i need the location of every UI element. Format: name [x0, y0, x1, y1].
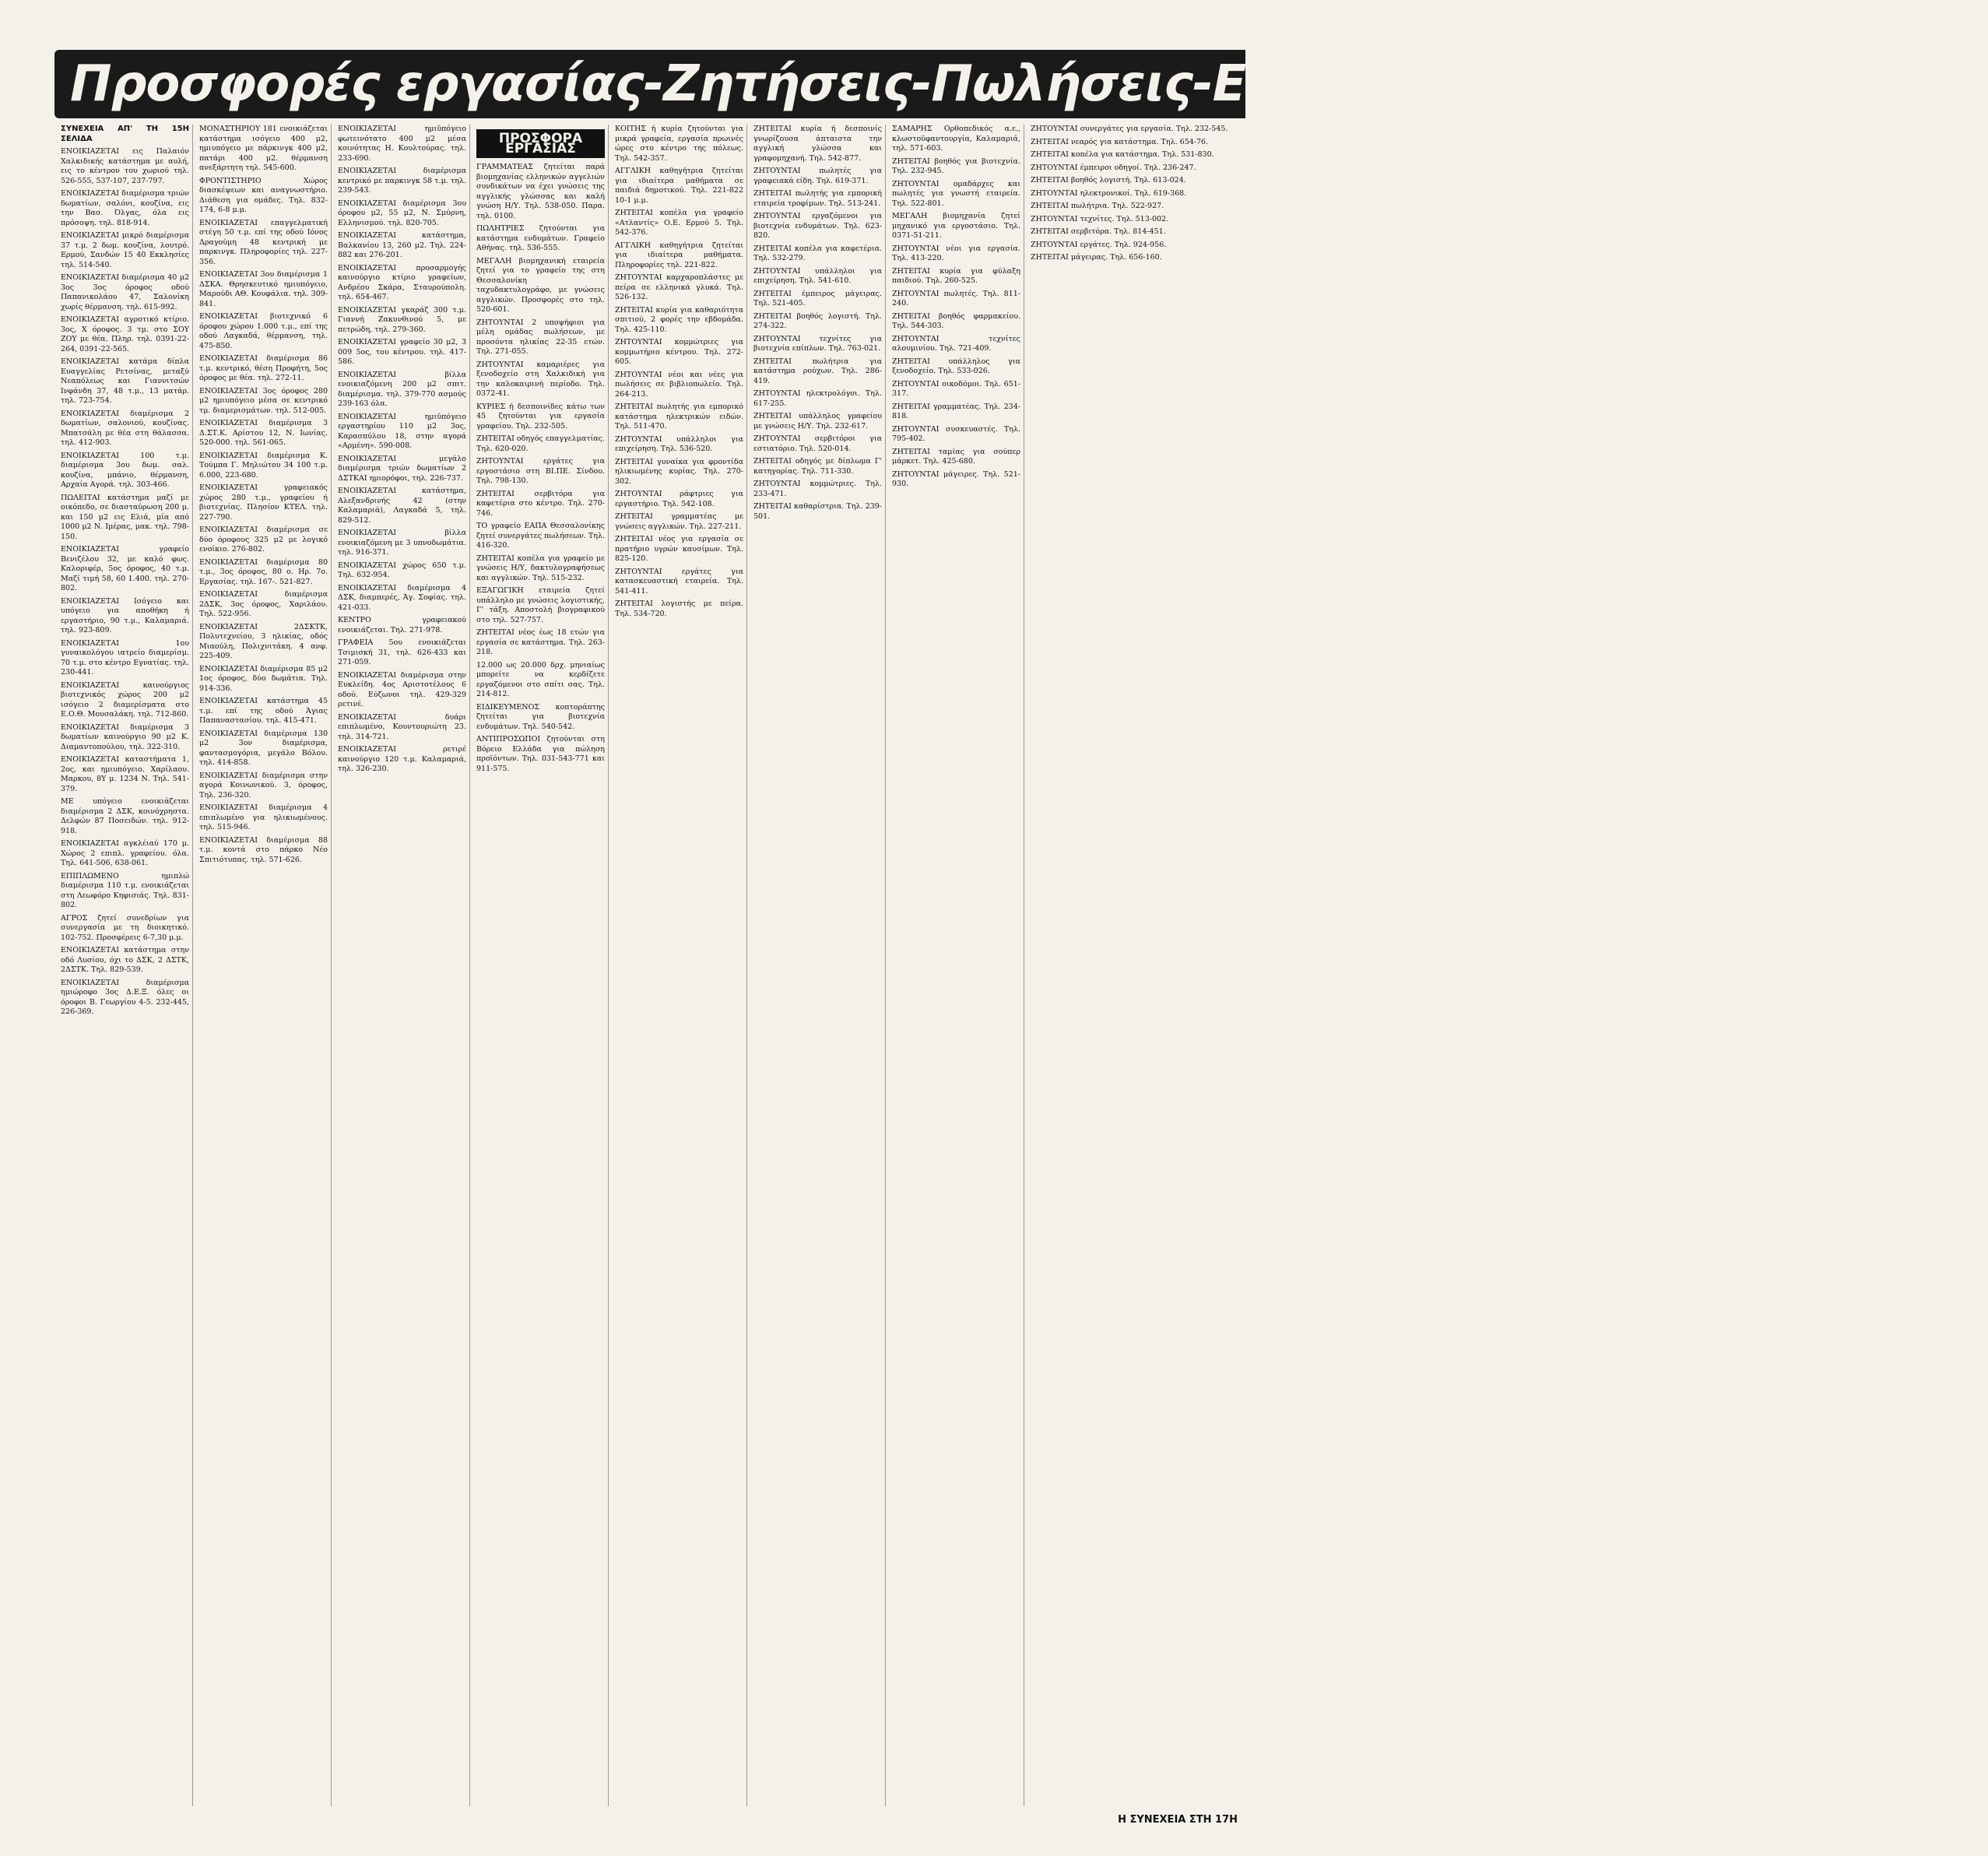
- classified-ad: ΖΗΤΟΥΝΤΑΙ υπάλληλοι για επιχείρηση. Τηλ. 536-520.: [615, 434, 743, 453]
- classified-ad: ΕΝΟΙΚΙΑΖΕΤΑΙ διαμέρισμα σε δύο όροφους 325 μ2 με λογικό ενοίκιο. 276-802.: [199, 526, 328, 554]
- classified-ad: ΖΗΤΕΙΤΑΙ γραμματέας. Τηλ. 234-818.: [892, 402, 1020, 420]
- classified-ad: ΕΝΟΙΚΙΑΖΕΤΑΙ διαμέρισμα στην αγορά Κοινωνικού. 3, όροφος, Τηλ. 236-320.: [199, 771, 328, 800]
- classified-ad: ΤΟ γραφείο ΕΑΠΑ Θεσσαλονίκης ζητεί συνεργάτες πωλήσεων. Τηλ. 416-320.: [476, 522, 605, 550]
- classified-ad: ΖΗΤΟΥΝΤΑΙ τεχνίτες. Τηλ. 513-002.: [1031, 214, 1169, 223]
- classified-ad: ΕΝΟΙΚΙΑΖΕΤΑΙ ημιϋπόγειο φωτεινότατο 400 μ2 μέσα κοινότητας Η. Κουλτούρας. τηλ. 233-690.: [338, 125, 466, 163]
- classified-ad: ΖΗΤΕΙΤΑΙ γυναίκα για φροντίδα ηλικιωμένης κυρίας. Τηλ. 270-302.: [615, 457, 743, 486]
- classified-ad: ΓΡΑΦΕΙΑ 5ου ενοικιάζεται Τσιμισκή 31, τηλ. 626-433 και 271-059.: [338, 638, 466, 666]
- classified-ad: ΖΗΤΕΙΤΑΙ βοηθός λογιστή. Τηλ. 613-024.: [1031, 176, 1186, 185]
- classified-ad: ΕΝΟΙΚΙΑΖΕΤΑΙ κατάστημα, Βαλκανίου 13, 260 μ2. Τηλ. 224-882 και 276-201.: [338, 231, 466, 259]
- classified-ad: ΕΝΟΙΚΙΑΖΕΤΑΙ χώρος 650 τ.μ. Τηλ. 632-954.: [338, 561, 466, 579]
- classified-ad: ΕΝΟΙΚΙΑΖΕΤΑΙ 3ος όροφος 280 μ2 ημιυπόγειο μέσα σε κεντρικό τμ. διαμερισμάτων. τηλ. 512-005.: [199, 386, 328, 415]
- classified-ad: ΕΝΟΙΚΙΑΖΕΤΑΙ διαμέρισμα Κ. Τούμπα Γ. Μηλιώτου 34 100 τ.μ. 6.000, 223-680.: [199, 451, 328, 480]
- classified-ad: ΕΞΑΓΩΓΙΚΗ εταιρεία ζητεί υπάλληλο με γνώσεις λογιστικής, Γ' τάξη. Αποστολή βιογραφικού στο τηλ. 527-757.: [476, 586, 605, 624]
- classified-ad: ΜΕΓΑΛΗ βιομηχανική εταιρεία ζητεί για το γραφείο της στη Θεσσαλονίκη ταχυδακτυλογράφο, με γνώσεις αγγλικών. Προσφορές στο τηλ. 520-601.: [476, 256, 605, 314]
- classified-ad: ΕΝΟΙΚΙΑΖΕΤΑΙ 1ου γυναικολόγου ιατρείο διαμερίσμ. 70 τ.μ. στο κέντρο Εγνατίας. τηλ. 230-441.: [61, 638, 189, 677]
- classified-ad: ΕΝΟΙΚΙΑΖΕΤΑΙ διαμέρισμα κεντρικό με παρκινγκ 58 τ.μ. τηλ. 239-543.: [338, 167, 466, 195]
- classified-ad: ΚΕΝΤΡΟ γραφειακού ενοικιάζεται. Τηλ. 271-978.: [338, 616, 466, 634]
- classified-ad: ΕΝΟΙΚΙΑΖΕΤΑΙ διαμέρισμα 3 δωματίων καινούργιο 90 μ2 Κ. Διαμαντοπούλου, τηλ. 322-310.: [61, 722, 189, 751]
- classified-ad: ΚΟΙΤΗΣ ή κυρία ζητούνται για μικρά γραφεία, εργασία πρωινές ώρες στο κέντρο της πόλεως. Τηλ. 542-357.: [615, 125, 743, 163]
- classified-ad: ΖΗΤΕΙΤΑΙ πωλητής για εμπορική εταιρεία τροφίμων. Τηλ. 513-241.: [753, 189, 882, 208]
- classified-ad: ΕΝΟΙΚΙΑΖΕΤΑΙ διαμέρισμα 86 τ.μ. κεντρικό, θέση Προφήτη, 5ος όροφος με θέα. τηλ. 272-11.: [199, 354, 328, 382]
- classified-ad: ΕΝΟΙΚΙΑΖΕΤΑΙ διαμέρισμα 4 ΔΣΚ, διαμπερές, Άγ. Σοφίας. τηλ. 421-033.: [338, 583, 466, 612]
- classified-ad: ΕΝΟΙΚΙΑΖΕΤΑΙ διαμέρισμα 3ου όροφου μ2, 55 μ2, Ν. Σμύρνη, Ελληνισμού. τηλ. 820-705.: [338, 199, 466, 227]
- column-3: [338, 125, 470, 1806]
- classified-ad: ΜΕΓΑΛΗ βιομηχανία ζητεί μηχανικό για εργοστάσιο. Τηλ. 0371-51-211.: [892, 212, 1020, 240]
- classified-ad: ΠΩΛΕΙΤΑΙ κατάστημα μαζί με οικόπεδο, σε διασταύρωση 200 μ. και 150 μ2 εις Ελιά, μία από 1000 μ2 Ν. Ιμέρας, μακ. τηλ. 798-150.: [61, 493, 189, 541]
- classified-ad: ΖΗΤΕΙΤΑΙ σερβιτόρα για καφετέρια στο κέντρο. Τηλ. 270-746.: [476, 489, 605, 518]
- classified-ad: ΖΗΤΕΙΤΑΙ κοπέλα για γραφείο με γνώσεις Η/Υ, δακτυλογραφήσεως και αγγλικών. Τηλ. 515-232.: [476, 554, 605, 582]
- classified-ad: ΖΗΤΟΥΝΤΑΙ εργάτες. Τηλ. 924-956.: [1031, 240, 1167, 249]
- section-heading: ΠΡΟΣΦΟΡΑ ΕΡΓΑΣΙΑΣ: [476, 129, 605, 158]
- classified-ad: ΖΗΤΟΥΝΤΑΙ νέοι και νέες για πωλήσεις σε βιβλιοπωλείο. Τηλ. 264-213.: [615, 370, 743, 399]
- classified-ad: ΖΗΤΕΙΤΑΙ βοηθός για βιοτεχνία. Τηλ. 232-945.: [892, 156, 1020, 175]
- classified-ad: ΕΝΟΙΚΙΑΖΕΤΑΙ γραφείο Βενιζέλου 32, με καλό φως. Καλοριφέρ, 5ος όροφος, 40 τ.μ. Μαζί τιμή 58, 60 1.400. τηλ. 270-802.: [61, 545, 189, 592]
- classified-ad: ΖΗΤΕΙΤΑΙ κυρία ή δεσποινίς γνωρίζουσα άπταιστα την αγγλική γλώσσα και γραφομηχανή. Τηλ. 542-877.: [753, 125, 882, 163]
- classified-ad: ΕΝΟΙΚΙΑΖΕΤΑΙ γραφείο 30 μ2, 3 009 5ος, του κέντρου. τηλ. 417-586.: [338, 338, 466, 366]
- classified-ad: ΖΗΤΕΙΤΑΙ μάγειρας. Τηλ. 656-160.: [1031, 253, 1162, 262]
- classified-ad: ΕΝΟΙΚΙΑΖΕΤΑΙ καταστήματα 1, 2ος, και ημιυπόγειο. Χαρίλαου. Μαρκου, 8Υ μ. 1234 Ν. Τηλ. 541-379.: [61, 755, 189, 793]
- classified-ad: ΕΝΟΙΚΙΑΖΕΤΑΙ μικρό διαμέρισμα 37 τ.μ. 2 δωμ. κουζίνα, λουτρό. Ερμού, Σανδών 15 40 Εκκλησίες τηλ. 514-540.: [61, 231, 189, 269]
- classified-ad: ΖΗΤΕΙΤΑΙ ταμίας για σούπερ μάρκετ. Τηλ. 425-680.: [892, 447, 1020, 466]
- classified-ad: ΖΗΤΟΥΝΤΑΙ εργαζόμενοι για βιοτεχνία ενδυμάτων. Τηλ. 623-820.: [753, 212, 882, 240]
- classified-ad: ΖΗΤΟΥΝΤΑΙ οικοδόμοι. Τηλ. 651-317.: [892, 379, 1020, 398]
- classified-ad: ΖΗΤΕΙΤΑΙ οδηγός με δίπλωμα Γ' κατηγορίας. Τηλ. 711-330.: [753, 457, 882, 476]
- classified-ad: ΕΝΟΙΚΙΑΖΕΤΑΙ καινούργιος βιοτεχνικός χώρος 200 μ2 ισόγειο 2 διαμερίσματα στο Ε.Ο.Θ. Μουσαλάκη. τηλ. 712-860.: [61, 680, 189, 719]
- column-2: [199, 125, 332, 1806]
- classified-ad: ΖΗΤΟΥΝΤΑΙ νέοι για εργασία. Τηλ. 413-220.: [892, 244, 1020, 262]
- column-6: [753, 125, 886, 1806]
- classifieds-columns: [61, 125, 1245, 1806]
- classified-ad: ΕΝΟΙΚΙΑΖΕΤΑΙ διαμέρισμα 130 μ2 3ον διαμέρισμα, φαντασμογόρια, μεγάλο Βόλου. τηλ. 414-858.: [199, 729, 328, 767]
- classified-ad: ΕΝΟΙΚΙΑΖΕΤΑΙ ρετιρέ καινούργιο 120 τ.μ. Καλαμαριά, τηλ. 326-230.: [338, 745, 466, 773]
- classified-ad: ΖΗΤΕΙΤΑΙ πωλήτρια για κατάστημα ρούχων. Τηλ. 286-419.: [753, 357, 882, 385]
- column-8: [1031, 125, 1245, 1806]
- classified-ad: ΖΗΤΕΙΤΑΙ σερβιτόρα. Τηλ. 814-451.: [1031, 227, 1166, 236]
- classified-ad: ΕΝΟΙΚΙΑΖΕΤΑΙ δυάρι επιπλωμένο, Κουντουριώτη 23. τηλ. 314-721.: [338, 712, 466, 741]
- classified-ad: ΖΗΤΟΥΝΤΑΙ συνεργάτες για εργασία. Τηλ. 232-545.: [1031, 125, 1228, 133]
- classified-ad: ΚΥΡΙΕΣ ή δεσποινίδες κάτω των 45 ζητούνται για εργασία γραφείου. Τηλ. 232-505.: [476, 402, 605, 431]
- classified-ad: ΖΗΤΕΙΤΑΙ κυρία για καθαριότητα σπιτιού, 2 φορές την εβδομάδα. Τηλ. 425-110.: [615, 305, 743, 334]
- classified-ad: ΖΗΤΕΙΤΑΙ υπάλληλος γραφείου με γνώσεις Η/Υ. Τηλ. 232-617.: [753, 412, 882, 431]
- classified-ad: ΖΗΤΕΙΤΑΙ έμπειρος μάγειρας. Τηλ. 521-405.: [753, 289, 882, 308]
- classified-ad: ΕΝΟΙΚΙΑΖΕΤΑΙ διαμέρισμα 40 μ2 3ος 3ος όροφος οδού Παπανικολάου 47, Σαλονίκη χωρίς θέρμανση. τηλ. 615-992.: [61, 273, 189, 311]
- classified-ad: ΑΓΓΛΙΚΗ καθηγήτρια ζητείται για ιδιαίτερα μαθήματα. Πληροφορίες τηλ. 221-822.: [615, 241, 743, 269]
- classified-ad: ΖΗΤΟΥΝΤΑΙ κομμώτριες. Τηλ. 233-471.: [753, 480, 882, 498]
- classified-ad: ΕΠΙΠΛΩΜΕΝΟ ημιπλώ διαμέρισμα 110 τ.μ. ενοικιάζεται στη Λεωφόρο Κηφισιάς. Τηλ. 831-802.: [61, 871, 189, 909]
- classified-ad: ΕΝΟΙΚΙΑΖΕΤΑΙ διαμέρισμα 3 Δ.ΣΤ.Κ. Αρίστου 12, Ν. Ιωνίας. 520-000. τηλ. 561-065.: [199, 419, 328, 447]
- classified-ad: ΖΗΤΕΙΤΑΙ πωλήτρια. Τηλ. 522-927.: [1031, 202, 1164, 210]
- classified-ad: ΖΗΤΕΙΤΑΙ βοηθός φαρμακείου. Τηλ. 544-303.: [892, 311, 1020, 330]
- classified-ad: ΕΝΟΙΚΙΑΖΕΤΑΙ κατάστημα, Αλεξανδρινής 42 (στην Καλαμαριά), Λαγκαδά 5, τηλ. 829-512.: [338, 487, 466, 525]
- classified-ad: ΖΗΤΕΙΤΑΙ οδηγός επαγγελματίας. Τηλ. 620-020.: [476, 434, 605, 453]
- classified-ad: ΕΝΟΙΚΙΑΖΕΤΑΙ διαμέρισμα τριών δωματίων, σαλόνι, κουζίνα, εις την Βασ. Όλγας, όλα εις πρόσοψη. τηλ. 818-914.: [61, 189, 189, 227]
- classified-ad: ΑΝΤΙΠΡΟΣΩΠΟΙ ζητούνται στη Βόρειο Ελλάδα για πώληση προϊόντων. Τηλ. 031-543-771 και 911-575.: [476, 735, 605, 773]
- classified-ad: ΕΝΟΙΚΙΑΖΕΤΑΙ διαμέρισμα 88 τ.μ. κοντά στο πάρκο Νέο Σπιτιότυπας. τηλ. 571-626.: [199, 835, 328, 864]
- classified-ad: ΕΝΟΙΚΙΑΖΕΤΑΙ κατάστημα 45 τ.μ. επί της οδού Άγιας Παπαναστασίου. τηλ. 415-471.: [199, 697, 328, 725]
- classified-ad: ΕΝΟΙΚΙΑΖΕΤΑΙ βίλλα ενοικιαζόμενη 200 μ2 σπιτ. διαμέρισμα. τηλ. 379-770 ασμούς 239-163 όλα.: [338, 370, 466, 408]
- classified-ad: ΖΗΤΕΙΤΑΙ βοηθός λογιστή. Τηλ. 274-322.: [753, 311, 882, 330]
- continuation-footer: Η ΣΥΝΕΧΕΙΑ ΣΤΗ 17Η: [1118, 1814, 1238, 1826]
- classified-ad: ΖΗΤΕΙΤΑΙ καθαρίστρια. Τηλ. 239-501.: [753, 502, 882, 521]
- classified-ad: ΕΝΟΙΚΙΑΖΕΤΑΙ 100 τ.μ. διαμέρισμα 3ου δωμ. σαλ. κουζίνα, μπάνιο, θέρμανση, Αρχαία Αγορά. τηλ. 303-466.: [61, 451, 189, 489]
- classified-ad: ΖΗΤΕΙΤΑΙ νέος για εργασία σε πρατήριο υγρών καυσίμων. Τηλ. 825-120.: [615, 535, 743, 563]
- classified-ad: ΕΝΟΙΚΙΑΖΕΤΑΙ αγκλέιαύ 170 μ. Χώρος 2 επιπλ. γραφείου. όλα. Τηλ. 641-506, 638-061.: [61, 839, 189, 867]
- classified-ad: ΕΝΟΙΚΙΑΖΕΤΑΙ διαμέρισμα 80 τ.μ., 3ος όροφος, 80 ο. Ηρ. 7ο. Εργασίας. τηλ. 167-. 521-827.: [199, 557, 328, 586]
- classified-ad: ΖΗΤΟΥΝΤΑΙ σερβιτόροι για εστιατόριο. Τηλ. 520-014.: [753, 434, 882, 453]
- classified-ad: ΕΝΟΙΚΙΑΖΕΤΑΙ ημιϋπόγειο εργαστηρίου 110 μ2 3ος, Καρασπύλου 18, στην αγορά «Αρμένη». 590-008.: [338, 412, 466, 450]
- classified-ad: ΕΝΟΙΚΙΑΖΕΤΑΙ κατάμα δίπλα Ευαγγελίας Ρετσίνας, μεταξύ Νεαπόλεως και Γιαννιτσών Ινφάνδη 37, 48 τ.μ., 13 ματάρ. τηλ. 723-754.: [61, 357, 189, 405]
- classified-ad: ΣΑΜΑΡΗΣ Ορθοπεδικός α.ε., κλωστοϋφαντουργία, Καλαμαριά, τηλ. 571-603.: [892, 125, 1020, 153]
- classified-ad: ΕΝΟΙΚΙΑΖΕΤΑΙ διαμέρισμα 4 επιπλωμένο για ηλικιωμένους. τηλ. 515-946.: [199, 803, 328, 831]
- classified-ad: ΖΗΤΟΥΝΤΑΙ κομμώτριες για κομμωτήριο κέντρου. Τηλ. 272-605.: [615, 338, 743, 366]
- classified-ad: ΖΗΤΟΥΝΤΑΙ ράφτριες για εργαστήριο. Τηλ. 542-108.: [615, 490, 743, 508]
- classified-ad: ΖΗΤΕΙΤΑΙ νεαρός για κατάστημα. Τηλ. 654-76.: [1031, 137, 1209, 146]
- classified-ad: ΖΗΤΟΥΝΤΑΙ τεχνίτες αλουμινίου. Τηλ. 721-409.: [892, 334, 1020, 353]
- classified-ad: ΕΝΟΙΚΙΑΖΕΤΑΙ εις Παλαιόν Χαλκιδικής κατάστημα με αυλή, εις το κέντρον του χωριού τηλ. 526-555, 537-107, 237-797.: [61, 147, 189, 185]
- classified-ad: ΕΝΟΙΚΙΑΖΕΤΑΙ διαμέρισμα στην Ευκλείδη. 4ος Αριστοτέλους 6 οδού. Εύζωνοι τηλ. 429-329 ρετινέ.: [338, 670, 466, 708]
- column-7: [892, 125, 1024, 1806]
- column-4: [476, 125, 609, 1806]
- classified-ad: ΜΕ υπόγειο ενοικιάζεται διαμέρισμα 2 ΔΣΚ, κοινόχρηστα. Δελφών 87 Ποσειδών. τηλ. 912-918.: [61, 797, 189, 835]
- classified-ad: ΕΝΟΙΚΙΑΖΕΤΑΙ αγροτικό κτίριο. 3ος, Χ όροφος. 3 τμ. στο ΣΟΥ ΖΟΥ με θέα. Πληρ. τηλ. 0391-22-264, 0391-22-565.: [61, 315, 189, 353]
- classified-ad: ΑΓΓΛΙΚΗ καθηγήτρια ζητείται για ιδιαίτερα μαθήματα σε παιδιά δημοτικού. Τηλ. 221-822 10-1 μ.μ.: [615, 167, 743, 205]
- classified-ad: ΖΗΤΕΙΤΑΙ λογιστής με πείρα. Τηλ. 534-720.: [615, 599, 743, 618]
- classified-ad: ΠΩΛΗΤΡΙΕΣ ζητούνται για κατάστημα ενδυμάτων. Γραφείο Αθήνας. τηλ. 536-555.: [476, 224, 605, 252]
- classified-ad: ΖΗΤΕΙΤΑΙ κοπέλα για γραφείο «Ατλαντίς» Ο.Ε. Ερμού 5. Τηλ. 542-376.: [615, 209, 743, 237]
- classified-ad: ΦΡΟΝΤΙΣΤΗΡΙΟ Χώρος διασκέψεων και αναγνωστήριο. Διάθεση για ομάδες. Τηλ. 832-174, 6-8 μ.μ.: [199, 176, 328, 214]
- classified-ad: ΖΗΤΕΙΤΑΙ κυρία για φύλαξη παιδιού. Τηλ. 260-525.: [892, 266, 1020, 285]
- classified-ad: ΖΗΤΕΙΤΑΙ νέος έως 18 ετών για εργασία σε κατάστημα. Τηλ. 263-218.: [476, 628, 605, 656]
- classified-ad: ΖΗΤΟΥΝΤΑΙ ηλεκτρολόγοι. Τηλ. 617-255.: [753, 389, 882, 408]
- classified-ad: ΕΝΟΙΚΙΑΖΕΤΑΙ διαμέρισμα ημιώροφο 3ος Δ.Ε.Ξ. όλες οι όροφοι Β. Γεωργίου 4-5. 232-445, 226-369.: [61, 978, 189, 1016]
- classified-ad: ΖΗΤΟΥΝΤΑΙ καμαριέρες για ξενοδοχείο στη Χαλκιδική για την καλοκαιρινή περίοδο. Τηλ. 0372-41.: [476, 360, 605, 398]
- classified-ad: 12.000 ως 20.000 δρχ. μηνιαίως μπορείτε να κερδίζετε εργαζόμενοι στο σπίτι σας. Τηλ. 214-812.: [476, 660, 605, 698]
- classified-ad: ΖΗΤΟΥΝΤΑΙ ομαδάρχες και πωλητές για γνωστή εταιρεία. Τηλ. 522-801.: [892, 179, 1020, 208]
- classified-ad: ΖΗΤΟΥΝΤΑΙ ηλεκτρονικοί. Τηλ. 619-368.: [1031, 188, 1187, 198]
- classified-ad: ΕΝΟΙΚΙΑΖΕΤΑΙ γκαράζ 300 τ.μ. Γιαννή Ζακυνθινού 5, με πετρώδη, τηλ. 279-360.: [338, 305, 466, 334]
- classified-ad: ΕΝΟΙΚΙΑΖΕΤΑΙ διαμέρισμα 2 δωματίων, σαλονιού, κουζίνας. Μπατσάλη με θέα στη θάλασσα. τηλ. 412-903.: [61, 409, 189, 447]
- classified-ad: ΖΗΤΕΙΤΑΙ υπάλληλος για ξενοδοχείο. Τηλ. 533-026.: [892, 357, 1020, 375]
- classified-ad: ΕΝΟΙΚΙΑΖΕΤΑΙ 2ΔΣΚΤΚ, Πολυτεχνείου, 3 ηλικίας, οδός Μιαούλη, Πολιχνιτάκη. 4 ανφ. 225-409.: [199, 622, 328, 660]
- classified-ad: ΖΗΤΟΥΝΤΑΙ εργάτες για εργοστάσιο στη ΒΙ.ΠΕ. Σίνδου. Τηλ. 798-130.: [476, 457, 605, 485]
- classified-ad: ΕΝΟΙΚΙΑΖΕΤΑΙ βιοτεχνικό 6 όροφου χώρου 1.000 τ.μ., επί της οδού Λαγκαδά, θέρμανση, τηλ. 475-850.: [199, 312, 328, 350]
- classified-ad: ΕΙΔΙΚΕΥΜΕΝΟΣ κοπτοράπτης ζητείται για βιοτεχνία ενδυμάτων. Τηλ. 540-542.: [476, 702, 605, 731]
- classified-ad: ΖΗΤΟΥΝΤΑΙ πωλητές. Τηλ. 811-240.: [892, 289, 1020, 308]
- classified-ad: ΑΓΡΟΣ ζητεί συνεδρίων για συνεργασία με τη διοικητικό. 102-752. Προσφέρεις 6-7,30 μ.μ.: [61, 913, 189, 942]
- classified-ad: ΖΗΤΟΥΝΤΑΙ εργάτες για κατασκευαστική εταιρεία. Τηλ. 541-411.: [615, 567, 743, 596]
- classified-ad: ΕΝΟΙΚΙΑΖΕΤΑΙ διαμέρισμα 2ΔΣΚ, 3ος όροφος, Χαριλάου. Τηλ. 522-956.: [199, 590, 328, 618]
- classified-ad: ΖΗΤΟΥΝΤΑΙ τεχνίτες για βιοτεχνία επίπλων. Τηλ. 763-021.: [753, 334, 882, 353]
- classified-ad: ΕΝΟΙΚΙΑΖΕΤΑΙ κατάστημα στην οδό Λυσίου, όχι το ΔΣΚ, 2 ΔΣΤΚ, 2ΔΣΤΚ. Τηλ. 829-539.: [61, 946, 189, 974]
- classified-ad: ΓΡΑΜΜΑΤΕΑΣ ζητείται παρά βιομηχανίας ελληνικών αγγελιών συνδικάτων να έχει γνώσεις της αγγλικής γλώσσας και καλή γνώση Η/Υ. Τηλ. 538-050. Παρα. τηλ. 0100.: [476, 163, 605, 220]
- classified-ad: ΖΗΤΟΥΝΤΑΙ υπάλληλοι για επιχείρηση. Τηλ. 541-610.: [753, 266, 882, 285]
- classified-ad: ΖΗΤΟΥΝΤΑΙ συσκευαστές. Τηλ. 795-402.: [892, 424, 1020, 443]
- classified-ad: ΕΝΟΙΚΙΑΖΕΤΑΙ διαμέρισμα 85 μ2 1ος όροφος, δύο δωμάτια. Τηλ. 914-336.: [199, 664, 328, 693]
- page-banner: Προσφορές εργασίας-Ζητήσεις-Πωλήσεις-Ενοικιάσεις-Αγορές-Ακίνητα: [54, 50, 1245, 118]
- classified-ad: ΖΗΤΕΙΤΑΙ κοπέλα για καφετέρια. Τηλ. 532-279.: [753, 244, 882, 262]
- classified-ad: ΖΗΤΕΙΤΑΙ κοπέλα για κατάστημα. Τηλ. 531-830.: [1031, 150, 1214, 159]
- classified-ad: ΖΗΤΕΙΤΑΙ γραμματέας με γνώσεις αγγλικών. Τηλ. 227-211.: [615, 512, 743, 531]
- classified-ad: ΖΗΤΟΥΝΤΑΙ πωλητές για γραφειακά είδη. Τηλ. 619-371.: [753, 167, 882, 185]
- column-1: [61, 125, 193, 1806]
- classified-ad: ΖΗΤΟΥΝΤΑΙ καρχαροπλάστες με πείρα σε ελληνικά γλυκά. Τηλ. 526-132.: [615, 273, 743, 301]
- classified-ad: ΕΝΟΙΚΙΑΖΕΤΑΙ προσαρμογής καινούργιο κτίριο γραφείων, Ανδρέου Σκάρα, Σταυρούπολη. τηλ. 654-467.: [338, 263, 466, 301]
- classified-ad: ΖΗΤΟΥΝΤΑΙ έμπειροι οδηγοί. Τηλ. 236-247.: [1031, 163, 1196, 172]
- classified-ad: ΕΝΟΙΚΙΑΖΕΤΑΙ Ισόγειο και υπόγειο για αποθήκη ή εργαστήριο, 90 τ.μ., Καλαμαριά. τηλ. 923-809.: [61, 596, 189, 634]
- classified-ad: ΖΗΤΟΥΝΤΑΙ 2 υποψήφιοι για μέλη ομάδας πωλήσεων, με προσόντα ηλικίας 22-35 ετών. Τηλ. 271-055.: [476, 318, 605, 356]
- classified-ad: ΕΝΟΙΚΙΑΖΕΤΑΙ βίλλα ενοικιαζόμενη με 3 υπνοδωμάτια. τηλ. 916-371.: [338, 529, 466, 557]
- classified-ad: ΖΗΤΟΥΝΤΑΙ μάγειρες. Τηλ. 521-930.: [892, 469, 1020, 488]
- column-5: [615, 125, 747, 1806]
- classified-ad: ΕΝΟΙΚΙΑΖΕΤΑΙ μεγάλο διαμέρισμα τριών δωματίων 2 ΔΣΤΚΑΙ ημιορόφοι, τηλ. 226-737.: [338, 454, 466, 483]
- continuation-header: ΣΥΝΕΧΕΙΑ ΑΠ' ΤΗ 15Η ΣΕΛΙΔΑ: [61, 125, 189, 143]
- classified-ad: ΖΗΤΕΙΤΑΙ πωλητής για εμπορικό κατάστημα ηλεκτρικών ειδών. Τηλ. 511-470.: [615, 402, 743, 431]
- classified-ad: ΕΝΟΙΚΙΑΖΕΤΑΙ 3ου διαμέρισμα 1 ΔΣΚΑ. Θρησκευτικό ημιυπόγειο, Μαρούδι ΑΘ. Κουφάλια. τηλ. 309-841.: [199, 270, 328, 308]
- classified-ad: ΕΝΟΙΚΙΑΖΕΤΑΙ επαγγελματική στέγη 50 τ.μ. επί της οδού Ιόνος Δραγούμη 48 κεντρική με παρκινγκ. Πληροφορίες τηλ. 227-356.: [199, 218, 328, 266]
- classified-ad: ΜΟΝΑΣΤΗΡΙΟΥ 181 ενοικιάζεται κατάστημα ισόγειο 400 μ2, ημιυπόγειο με πάρκινγκ 400 μ2, πατάρι 400 μ2. θέρμανση ανεξάρτητη τηλ. 545-600.: [199, 125, 328, 172]
- classified-ad: ΕΝΟΙΚΙΑΖΕΤΑΙ γραφειακός χώρος 280 τ.μ., γραφείου ή βιοτεχνίας. Πλησίον ΚΤΕΛ. τηλ. 227-790.: [199, 483, 328, 522]
